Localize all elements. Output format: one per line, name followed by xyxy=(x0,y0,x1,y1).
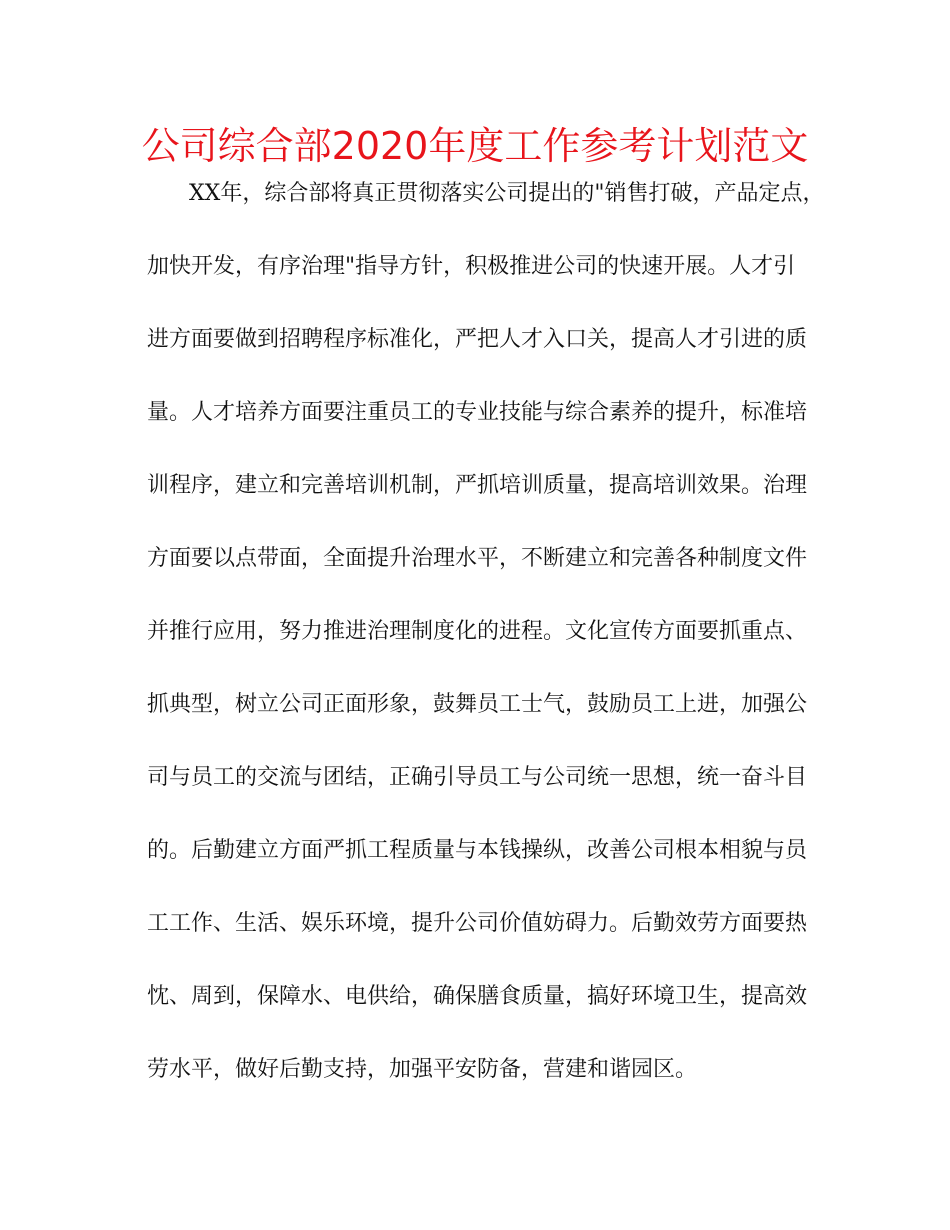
body-line-9: 司与员工的交流与团结，正确引导员工与公司统一思想，统一奋斗目 xyxy=(147,765,808,790)
document-title: 公司综合部2020年度工作参考计划范文 xyxy=(141,124,809,168)
body-line-1: XX年，综合部将真正贯彻落实公司提出的"销售打破，产品定点， xyxy=(189,181,825,206)
body-line-3: 进方面要做到招聘程序标准化，严把人才入口关，提高人才引进的质 xyxy=(147,327,808,352)
body-line-4: 量。人才培养方面要注重员工的专业技能与综合素养的提升，标准培 xyxy=(147,400,808,425)
body-line-10: 的。后勤建立方面严抓工程质量与本钱操纵，改善公司根本相貌与员 xyxy=(147,838,808,863)
body-line-8: 抓典型，树立公司正面形象，鼓舞员工士气，鼓励员工上进，加强公 xyxy=(147,692,808,717)
body-line-5: 训程序，建立和完善培训机制，严抓培训质量，提高培训效果。治理 xyxy=(147,473,808,498)
body-line-11: 工工作、生活、娱乐环境，提升公司价值妨碍力。后勤效劳方面要热 xyxy=(147,911,808,936)
body-line-12: 忱、周到，保障水、电供给，确保膳食质量，搞好环境卫生，提高效 xyxy=(147,984,808,1009)
body-line-6: 方面要以点带面，全面提升治理水平，不断建立和完善各种制度文件 xyxy=(147,546,808,571)
body-line-13: 劳水平，做好后勤支持，加强平安防备，营建和谐园区。 xyxy=(147,1057,698,1082)
body-line-2: 加快开发，有序治理"指导方针，积极推进公司的快速开展。人才引 xyxy=(147,254,796,279)
body-line-7: 并推行应用，努力推进治理制度化的进程。文化宣传方面要抓重点、 xyxy=(147,619,808,644)
